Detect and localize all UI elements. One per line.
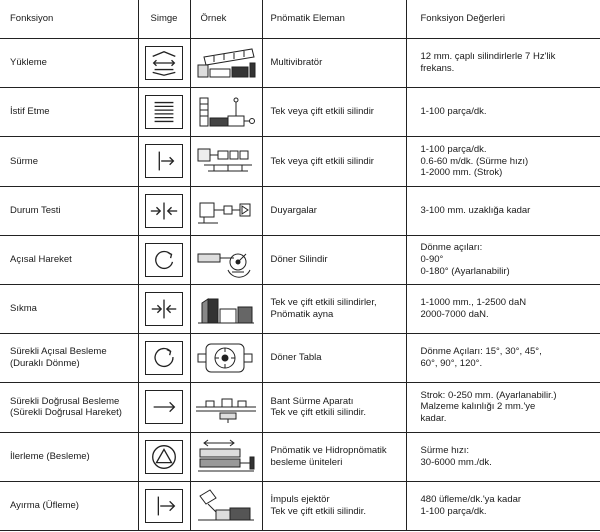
element-label: Döner Tabla: [270, 352, 322, 364]
table-row: [0, 432, 600, 481]
values-cell: [406, 186, 600, 235]
table-row: [0, 334, 600, 383]
element-cell: [262, 235, 406, 284]
element-label: Pnömatik ayna: [270, 309, 334, 321]
table-row: [0, 137, 600, 186]
element-label: Duyargalar: [270, 204, 317, 216]
values-cell: [406, 88, 600, 137]
function-label: İstif Etme: [10, 106, 50, 118]
symbol-cell: [138, 383, 190, 432]
function-label: Açısal Hareket: [10, 253, 72, 265]
function-label: Sürme: [10, 155, 38, 167]
function-label: (Sürekli Doğrusal Hareket): [10, 407, 122, 419]
function-cell: [0, 284, 138, 333]
symbol-cell: [138, 481, 190, 530]
value-line: 2000-7000 daN.: [420, 309, 489, 321]
pushing-icon: [145, 144, 183, 178]
symbol-cell: [138, 137, 190, 186]
value-line: 3-100 mm. uzaklığa kadar: [420, 204, 531, 216]
clamping-icon: [145, 292, 183, 326]
table-row: [0, 39, 600, 88]
example-cell: [190, 284, 262, 333]
header-symbol: Simge: [138, 0, 190, 39]
stacking-example-icon: [194, 92, 258, 132]
value-line: 1-100 parça/dk.: [420, 143, 487, 155]
function-cell: [0, 235, 138, 284]
table-row: [0, 88, 600, 137]
example-cell: [190, 186, 262, 235]
example-cell: [190, 137, 262, 186]
example-cell: [190, 481, 262, 530]
element-label: besleme üniteleri: [270, 456, 343, 468]
table-row: [0, 284, 600, 333]
value-line: 0-90°: [420, 253, 444, 265]
linear-feed-icon: [145, 390, 183, 424]
element-label: Tek ve çift etkili silindir.: [270, 407, 367, 419]
header-values: Fonksiyon Değerleri: [406, 0, 600, 39]
element-cell: [262, 334, 406, 383]
header-example: Örnek: [190, 0, 262, 39]
example-cell: [190, 334, 262, 383]
value-line: 1-2000 mm. (Strok): [420, 167, 503, 179]
value-line: Sürme hızı:: [420, 444, 470, 456]
value-line: Dönme Açıları: 15°, 30°, 45°,: [420, 346, 542, 358]
symbol-cell: [138, 284, 190, 333]
symbol-cell: [138, 186, 190, 235]
angular-motion-icon: [145, 243, 183, 277]
function-cell: [0, 432, 138, 481]
element-cell: [262, 284, 406, 333]
value-line: 12 mm. çaplı silindirlerle 7 Hz'lik: [420, 51, 556, 63]
values-cell: [406, 39, 600, 88]
value-line: Malzeme kalınlığı 2 mm.'ye: [420, 401, 536, 413]
symbol-cell: [138, 39, 190, 88]
element-label: Döner Silindir: [270, 253, 328, 265]
value-line: 480 üfleme/dk.'ya kadar: [420, 493, 522, 505]
function-cell: [0, 383, 138, 432]
function-label: Sürekli Açısal Besleme: [10, 346, 107, 358]
sensor-example-icon: [194, 191, 258, 231]
loading-icon: [145, 46, 183, 80]
element-label: İmpuls ejektör: [270, 493, 330, 505]
symbol-cell: [138, 432, 190, 481]
value-line: kadar.: [420, 413, 447, 425]
header-element: Pnömatik Eleman: [262, 0, 406, 39]
values-cell: [406, 481, 600, 530]
belt-feed-example-icon: [194, 387, 258, 427]
element-cell: [262, 39, 406, 88]
element-label: Pnömatik ve Hidropnömatik: [270, 444, 387, 456]
pushing-example-icon: [194, 141, 258, 181]
element-cell: [262, 88, 406, 137]
value-line: 1-100 parça/dk.: [420, 505, 487, 517]
element-label: Bant Sürme Aparatı: [270, 395, 354, 407]
value-line: Dönme açıları:: [420, 242, 483, 254]
values-cell: [406, 137, 600, 186]
value-line: 1-1000 mm., 1-2500 daN: [420, 297, 527, 309]
element-cell: [262, 432, 406, 481]
function-cell: [0, 481, 138, 530]
element-label: Tek ve çift etkili silindir.: [270, 505, 367, 517]
example-cell: [190, 383, 262, 432]
function-cell: [0, 334, 138, 383]
table-row: [0, 383, 600, 432]
values-cell: [406, 334, 600, 383]
value-line: 30-6000 mm./dk.: [420, 456, 492, 468]
value-line: 1-100 parça/dk.: [420, 106, 487, 118]
rotary-indexing-icon: [145, 341, 183, 375]
function-cell: [0, 186, 138, 235]
value-line: Strok: 0-250 mm. (Ayarlanabilir.): [420, 389, 557, 401]
feed-triangle-icon: [145, 440, 183, 474]
rotary-cylinder-example-icon: [194, 240, 258, 280]
example-cell: [190, 88, 262, 137]
element-cell: [262, 137, 406, 186]
function-cell: [0, 39, 138, 88]
symbol-cell: [138, 334, 190, 383]
header-function: Fonksiyon: [0, 0, 138, 39]
table-header-row: [0, 0, 600, 39]
feed-unit-example-icon: [194, 437, 258, 477]
element-label: Tek ve çift etkili silindirler,: [270, 297, 377, 309]
table-row: [0, 481, 600, 530]
value-line: 0-180° (Ayarlanabilir): [420, 265, 510, 277]
table-row: [0, 186, 600, 235]
element-cell: [262, 481, 406, 530]
ejector-example-icon: [194, 486, 258, 526]
values-cell: [406, 284, 600, 333]
stacking-icon: [145, 95, 183, 129]
function-label: Durum Testi: [10, 204, 61, 216]
example-cell: [190, 235, 262, 284]
values-cell: [406, 235, 600, 284]
function-label: İlerleme (Besleme): [10, 450, 90, 462]
function-label: Sıkma: [10, 303, 37, 315]
multivibrator-example-icon: [194, 43, 258, 83]
symbol-cell: [138, 88, 190, 137]
function-label: Ayırma (Üfleme): [10, 499, 79, 511]
values-cell: [406, 432, 600, 481]
status-test-icon: [145, 194, 183, 228]
element-label: Multivibratör: [270, 57, 323, 69]
element-label: Tek veya çift etkili silindir: [270, 155, 374, 167]
function-cell: [0, 88, 138, 137]
ejecting-icon: [145, 489, 183, 523]
value-line: frekans.: [420, 63, 455, 75]
value-line: 60°, 90°, 120°.: [420, 358, 483, 370]
example-cell: [190, 432, 262, 481]
function-label: (Duraklı Dönme): [10, 358, 80, 370]
table-row: [0, 235, 600, 284]
example-cell: [190, 39, 262, 88]
element-cell: [262, 186, 406, 235]
element-cell: [262, 383, 406, 432]
function-cell: [0, 137, 138, 186]
element-label: Tek veya çift etkili silindir: [270, 106, 374, 118]
clamping-example-icon: [194, 289, 258, 329]
function-label: Yükleme: [10, 57, 47, 69]
symbol-cell: [138, 235, 190, 284]
rotary-table-example-icon: [194, 338, 258, 378]
function-label: Sürekli Doğrusal Besleme: [10, 395, 120, 407]
value-line: 0.6-60 m/dk. (Sürme hızı): [420, 155, 529, 167]
values-cell: [406, 383, 600, 432]
